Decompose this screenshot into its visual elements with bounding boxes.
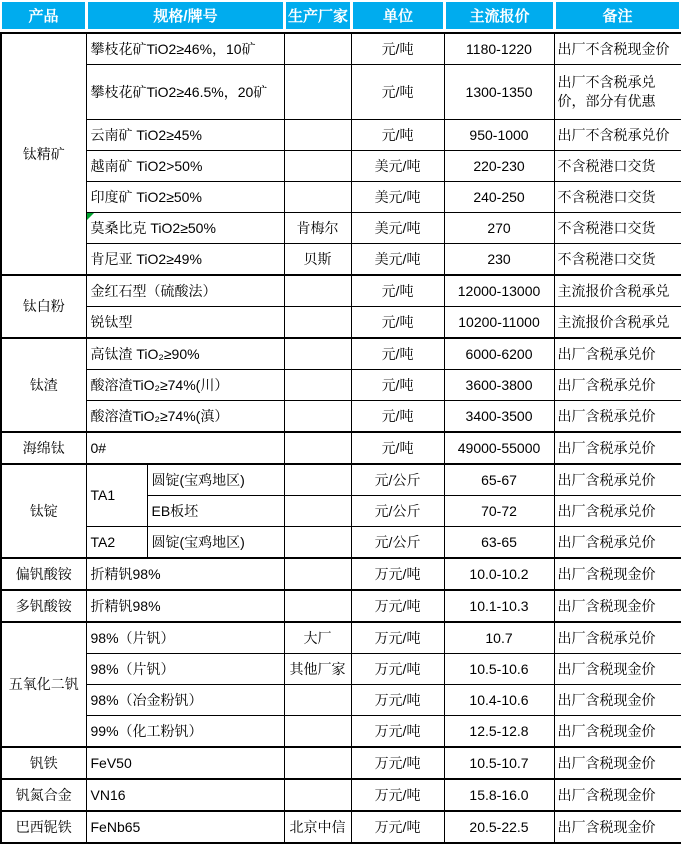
maker-cell bbox=[284, 65, 351, 120]
header-cell-note: 备注 bbox=[553, 2, 681, 29]
spec-cell: VN16 bbox=[86, 779, 284, 811]
table-row bbox=[1, 307, 681, 339]
table-row bbox=[1, 338, 681, 370]
price-cell: 10200-11000 bbox=[444, 307, 554, 339]
spec-cell: 云南矿 TiO2≥45% bbox=[86, 120, 284, 151]
table-row bbox=[1, 120, 681, 151]
product-group-cell: 钛锭 bbox=[1, 464, 86, 558]
maker-cell bbox=[284, 747, 351, 779]
spec-cell: 折精钒98% bbox=[86, 590, 284, 622]
grade-cell: TA1 bbox=[86, 464, 147, 527]
price-cell: 6000-6200 bbox=[444, 338, 554, 370]
table-header-row bbox=[0, 0, 681, 32]
note-cell: 出厂含税现金价 bbox=[554, 716, 681, 748]
table-row bbox=[1, 244, 681, 276]
note-cell: 出厂含税现金价 bbox=[554, 685, 681, 716]
price-cell: 20.5-22.5 bbox=[444, 811, 554, 843]
unit-cell: 万元/吨 bbox=[351, 622, 444, 654]
unit-cell: 元/吨 bbox=[351, 65, 444, 120]
maker-cell bbox=[284, 558, 351, 590]
maker-cell bbox=[284, 464, 351, 496]
table-row bbox=[1, 432, 681, 464]
maker-cell bbox=[284, 33, 351, 65]
unit-cell: 万元/吨 bbox=[351, 747, 444, 779]
product-group-cell: 多钒酸铵 bbox=[1, 590, 86, 622]
unit-cell: 元/公斤 bbox=[351, 527, 444, 559]
header-cell-unit: 单位 bbox=[350, 2, 443, 29]
unit-cell: 元/吨 bbox=[351, 307, 444, 339]
spec-cell: 折精钒98% bbox=[86, 558, 284, 590]
maker-cell bbox=[284, 338, 351, 370]
price-cell: 3600-3800 bbox=[444, 370, 554, 401]
spec-cell: 圆锭(宝鸡地区) bbox=[147, 527, 284, 559]
table-row bbox=[1, 590, 681, 622]
note-cell: 出厂含税承兑价 bbox=[554, 496, 681, 527]
spec-cell: 高钛渣 TiO₂≥90% bbox=[86, 338, 284, 370]
unit-cell: 美元/吨 bbox=[351, 182, 444, 213]
spec-cell: 98%（片钒） bbox=[86, 622, 284, 654]
maker-cell bbox=[284, 716, 351, 748]
note-cell: 出厂含税承兑价 bbox=[554, 338, 681, 370]
product-group-cell: 海绵钛 bbox=[1, 432, 86, 464]
maker-cell bbox=[284, 370, 351, 401]
unit-cell: 万元/吨 bbox=[351, 590, 444, 622]
spec-cell: EB板坯 bbox=[147, 496, 284, 527]
unit-cell: 万元/吨 bbox=[351, 685, 444, 716]
note-cell: 出厂含税现金价 bbox=[554, 811, 681, 843]
spec-cell: 98%（片钒） bbox=[86, 654, 284, 685]
price-cell: 3400-3500 bbox=[444, 401, 554, 433]
maker-cell bbox=[284, 307, 351, 339]
product-group-cell: 巴西铌铁 bbox=[1, 811, 86, 843]
note-cell: 不含税港口交货 bbox=[554, 213, 681, 244]
spec-cell: FeV50 bbox=[86, 747, 284, 779]
maker-cell bbox=[284, 496, 351, 527]
price-cell: 12.5-12.8 bbox=[444, 716, 554, 748]
spec-cell: 肯尼亚 TiO2≥49% bbox=[86, 244, 284, 276]
note-cell: 出厂含税现金价 bbox=[554, 654, 681, 685]
note-cell: 出厂含税承兑价 bbox=[554, 527, 681, 559]
header-cell-spec: 规格/牌号 bbox=[85, 2, 283, 29]
price-cell: 10.1-10.3 bbox=[444, 590, 554, 622]
spec-cell: 越南矿 TiO2>50% bbox=[86, 151, 284, 182]
spec-cell: 金红石型（硫酸法） bbox=[86, 275, 284, 307]
table-row bbox=[1, 685, 681, 716]
note-cell: 出厂不含税现金价 bbox=[554, 33, 681, 65]
unit-cell: 万元/吨 bbox=[351, 811, 444, 843]
maker-cell: 贝斯 bbox=[284, 244, 351, 276]
price-cell: 10.7 bbox=[444, 622, 554, 654]
price-cell: 240-250 bbox=[444, 182, 554, 213]
table-row bbox=[1, 65, 681, 120]
note-cell: 出厂含税承兑价 bbox=[554, 464, 681, 496]
unit-cell: 元/吨 bbox=[351, 33, 444, 65]
maker-cell bbox=[284, 151, 351, 182]
price-cell: 65-67 bbox=[444, 464, 554, 496]
maker-cell bbox=[284, 779, 351, 811]
spec-cell: 99%（化工粉钒） bbox=[86, 716, 284, 748]
spec-text: 莫桑比克 TiO2≥50% bbox=[90, 219, 216, 236]
product-group-cell: 钒铁 bbox=[1, 747, 86, 779]
price-cell: 10.5-10.6 bbox=[444, 654, 554, 685]
table-row bbox=[1, 558, 681, 590]
price-table bbox=[0, 32, 681, 844]
unit-cell: 美元/吨 bbox=[351, 213, 444, 244]
price-cell: 220-230 bbox=[444, 151, 554, 182]
unit-cell: 元/吨 bbox=[351, 432, 444, 464]
maker-cell bbox=[284, 685, 351, 716]
price-cell: 70-72 bbox=[444, 496, 554, 527]
unit-cell: 元/公斤 bbox=[351, 496, 444, 527]
unit-cell: 美元/吨 bbox=[351, 151, 444, 182]
unit-cell: 元/吨 bbox=[351, 338, 444, 370]
table-row bbox=[1, 527, 681, 559]
product-group-cell: 钛白粉 bbox=[1, 275, 86, 338]
product-group-cell: 钛渣 bbox=[1, 338, 86, 432]
table-row bbox=[1, 213, 681, 244]
table-row bbox=[1, 182, 681, 213]
note-cell: 不含税港口交货 bbox=[554, 151, 681, 182]
maker-cell bbox=[284, 432, 351, 464]
maker-cell: 大厂 bbox=[284, 622, 351, 654]
header-cell-maker: 生产厂家 bbox=[283, 2, 350, 29]
unit-cell: 元/吨 bbox=[351, 370, 444, 401]
header-cell-price: 主流报价 bbox=[443, 2, 553, 29]
note-cell: 出厂含税承兑价 bbox=[554, 401, 681, 433]
note-cell: 主流报价含税承兑 bbox=[554, 275, 681, 307]
table-row bbox=[1, 654, 681, 685]
product-group-cell: 钒氮合金 bbox=[1, 779, 86, 811]
spec-cell: 98%（冶金粉钒） bbox=[86, 685, 284, 716]
note-cell: 出厂含税现金价 bbox=[554, 590, 681, 622]
note-cell: 出厂含税承兑价 bbox=[554, 622, 681, 654]
spec-cell: FeNb65 bbox=[86, 811, 284, 843]
maker-cell bbox=[284, 590, 351, 622]
table-row bbox=[1, 275, 681, 307]
unit-cell: 元/吨 bbox=[351, 401, 444, 433]
unit-cell: 美元/吨 bbox=[351, 244, 444, 276]
maker-cell bbox=[284, 401, 351, 433]
spec-cell: 攀枝花矿TiO2≥46%，10矿 bbox=[86, 33, 284, 65]
unit-cell: 万元/吨 bbox=[351, 558, 444, 590]
note-cell: 出厂含税承兑价 bbox=[554, 432, 681, 464]
grade-cell: TA2 bbox=[86, 527, 147, 559]
price-cell: 10.4-10.6 bbox=[444, 685, 554, 716]
note-cell: 出厂含税现金价 bbox=[554, 779, 681, 811]
price-cell: 1180-1220 bbox=[444, 33, 554, 65]
comment-marker-icon bbox=[87, 213, 94, 220]
price-cell: 12000-13000 bbox=[444, 275, 554, 307]
note-cell: 出厂含税现金价 bbox=[554, 747, 681, 779]
price-cell: 950-1000 bbox=[444, 120, 554, 151]
note-cell: 出厂不含税承兑价 bbox=[554, 120, 681, 151]
price-cell: 49000-55000 bbox=[444, 432, 554, 464]
spec-cell: 印度矿 TiO2≥50% bbox=[86, 182, 284, 213]
price-cell: 63-65 bbox=[444, 527, 554, 559]
note-cell: 出厂含税现金价 bbox=[554, 558, 681, 590]
maker-cell: 肯梅尔 bbox=[284, 213, 351, 244]
table-row bbox=[1, 33, 681, 65]
maker-cell bbox=[284, 182, 351, 213]
unit-cell: 元/吨 bbox=[351, 120, 444, 151]
table-row bbox=[1, 370, 681, 401]
unit-cell: 元/吨 bbox=[351, 275, 444, 307]
table-row bbox=[1, 151, 681, 182]
table-row bbox=[1, 779, 681, 811]
price-cell: 10.5-10.7 bbox=[444, 747, 554, 779]
unit-cell: 元/公斤 bbox=[351, 464, 444, 496]
table-row bbox=[1, 716, 681, 748]
spec-cell bbox=[86, 213, 284, 244]
maker-cell: 北京中信 bbox=[284, 811, 351, 843]
note-cell: 出厂不含税承兑价，部分有优惠 bbox=[554, 65, 681, 120]
table-row bbox=[1, 622, 681, 654]
note-cell: 不含税港口交货 bbox=[554, 244, 681, 276]
price-cell: 270 bbox=[444, 213, 554, 244]
spec-cell: 酸溶渣TiO₂≥74%(滇） bbox=[86, 401, 284, 433]
unit-cell: 万元/吨 bbox=[351, 779, 444, 811]
table-row bbox=[1, 401, 681, 433]
maker-cell bbox=[284, 275, 351, 307]
product-group-cell: 钛精矿 bbox=[1, 33, 86, 275]
price-cell: 1300-1350 bbox=[444, 65, 554, 120]
spec-cell: 攀枝花矿TiO2≥46.5%，20矿 bbox=[86, 65, 284, 120]
note-cell: 主流报价含税承兑 bbox=[554, 307, 681, 339]
spec-cell: 锐钛型 bbox=[86, 307, 284, 339]
header-cell-product: 产品 bbox=[0, 2, 85, 29]
maker-cell bbox=[284, 120, 351, 151]
product-group-cell: 五氧化二钒 bbox=[1, 622, 86, 747]
price-cell: 230 bbox=[444, 244, 554, 276]
spec-cell: 0# bbox=[86, 432, 284, 464]
note-cell: 出厂含税承兑价 bbox=[554, 370, 681, 401]
spec-cell: 圆锭(宝鸡地区) bbox=[147, 464, 284, 496]
spec-cell: 酸溶渣TiO₂≥74%(川） bbox=[86, 370, 284, 401]
product-group-cell: 偏钒酸铵 bbox=[1, 558, 86, 590]
unit-cell: 万元/吨 bbox=[351, 716, 444, 748]
unit-cell: 万元/吨 bbox=[351, 654, 444, 685]
maker-cell: 其他厂家 bbox=[284, 654, 351, 685]
maker-cell bbox=[284, 527, 351, 559]
table-row bbox=[1, 464, 681, 496]
note-cell: 不含税港口交货 bbox=[554, 182, 681, 213]
table-row bbox=[1, 747, 681, 779]
price-cell: 10.0-10.2 bbox=[444, 558, 554, 590]
table-row bbox=[1, 811, 681, 843]
price-cell: 15.8-16.0 bbox=[444, 779, 554, 811]
